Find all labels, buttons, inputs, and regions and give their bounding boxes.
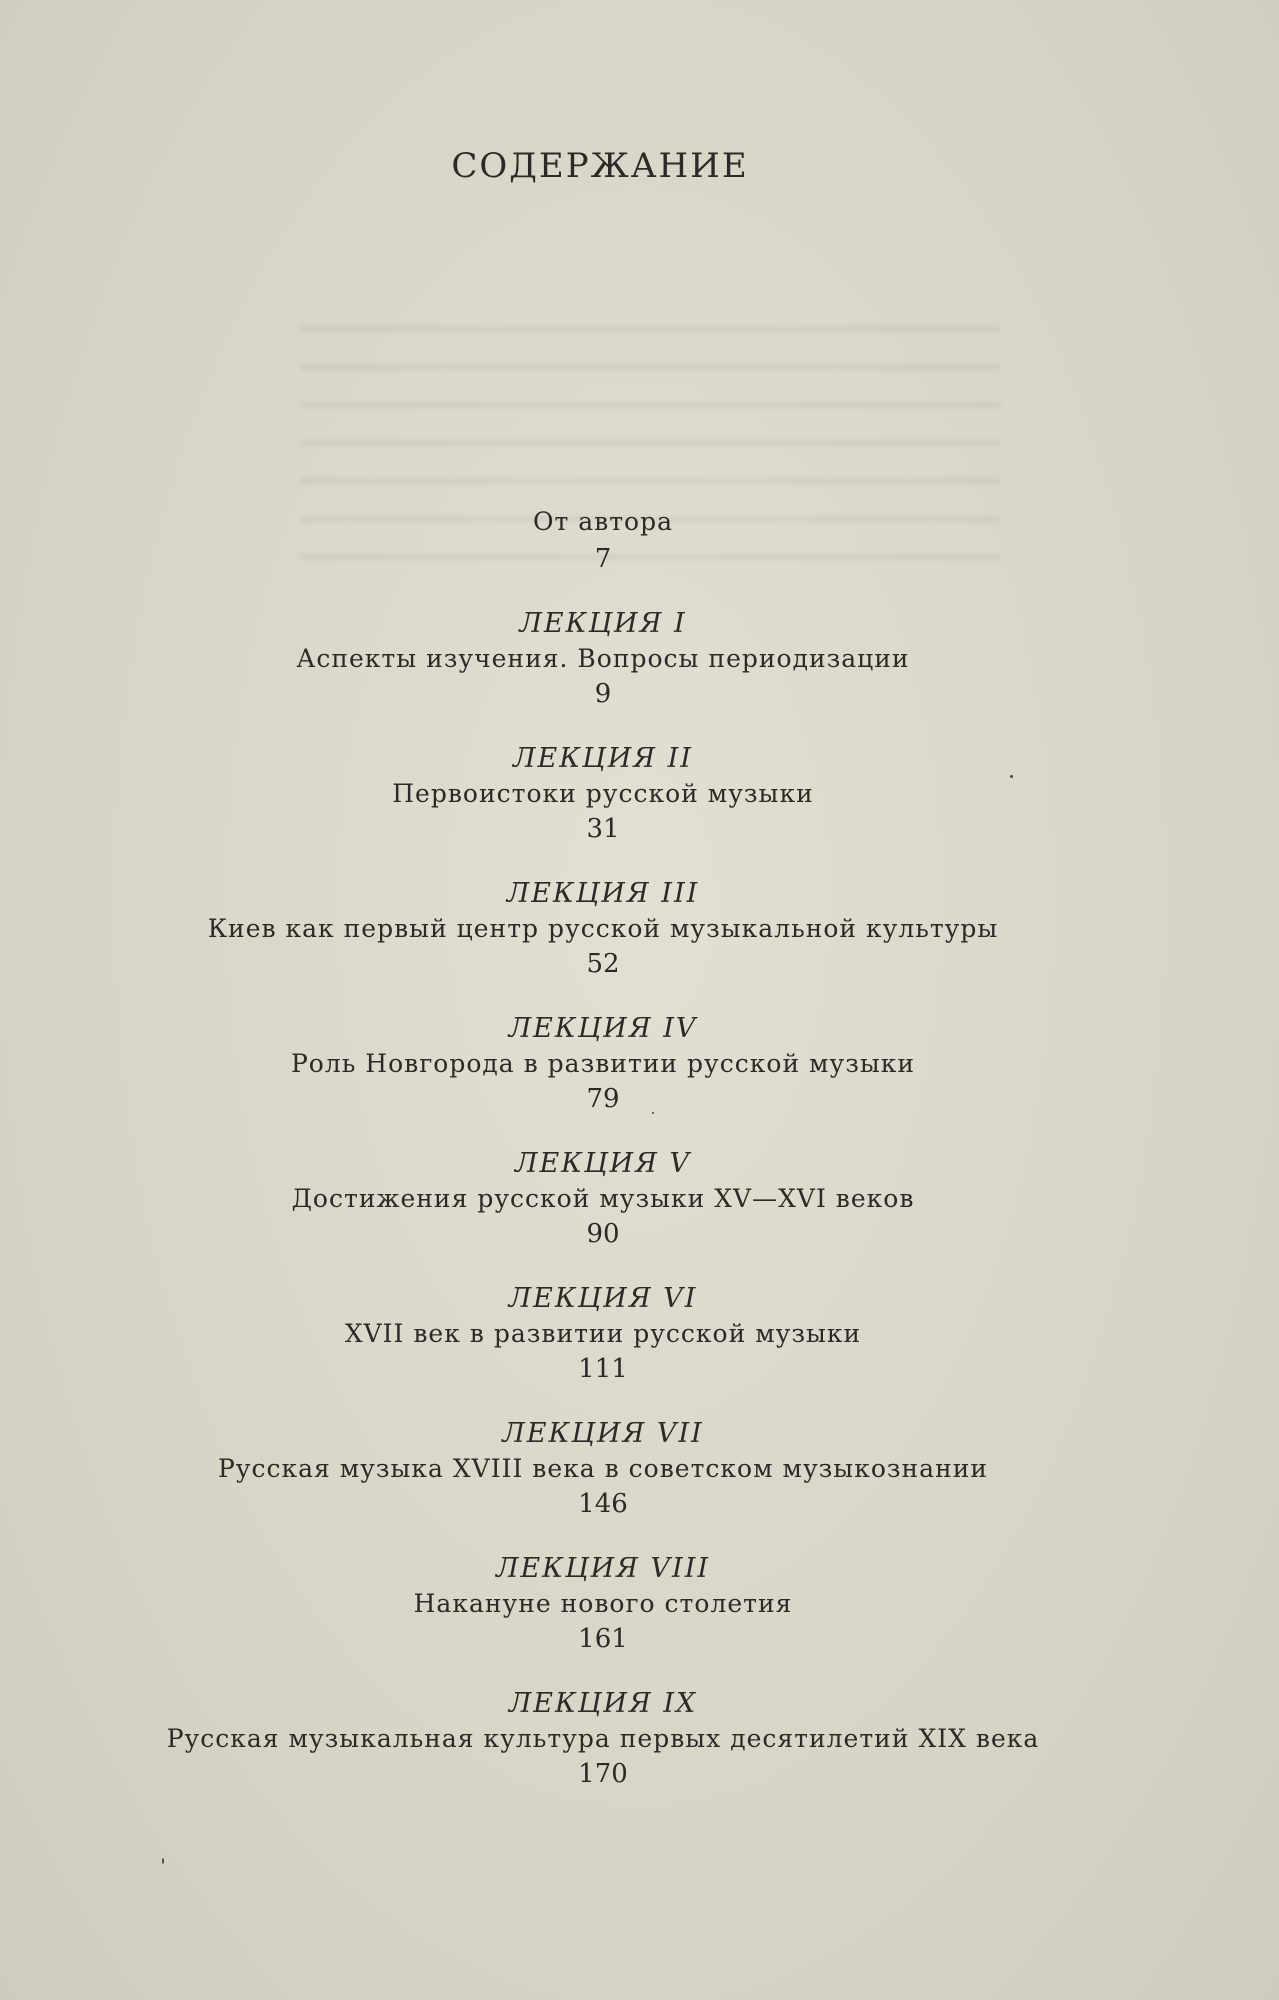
toc-entry-page-number: 161 [578, 1624, 628, 1654]
toc-entry-lecture-8 [0, 1551, 1206, 1657]
toc-entry-page-number: 111 [578, 1354, 628, 1384]
toc-entry-lecture-label: ЛЕКЦИЯ VII [502, 1418, 704, 1449]
toc-entry-lecture-label: ЛЕКЦИЯ VIII [495, 1553, 711, 1584]
toc-entry-subject: Накануне нового столетия [413, 1589, 793, 1618]
toc-entry-lecture-label: ЛЕКЦИЯ IX [508, 1688, 698, 1719]
toc-entry-lecture-9 [0, 1686, 1206, 1792]
toc-entry-lecture-6 [0, 1281, 1206, 1387]
toc-entry-page-number: 79 [586, 1084, 620, 1114]
paper-speck [162, 1858, 164, 1864]
toc-entry-subject: Аспекты изучения. Вопросы периодизации [296, 644, 910, 673]
toc-entry-subject: От автора [532, 507, 674, 536]
toc-entry-lecture-3 [0, 876, 1206, 982]
toc-entry-subject: Русская музыка XVIII века в советском музыкознании [217, 1454, 989, 1483]
toc-entry-lecture-label: ЛЕКЦИЯ V [514, 1148, 692, 1179]
toc-entry-lecture-4 [0, 1011, 1206, 1117]
table-of-contents [0, 505, 1206, 1792]
toc-entry-lecture-7 [0, 1416, 1206, 1522]
toc-entry-lecture-5 [0, 1146, 1206, 1252]
page-title: СОДЕРЖАНИЕ [451, 146, 749, 186]
toc-entry-page-number: 7 [594, 544, 612, 574]
toc-entry-lecture-label: ЛЕКЦИЯ VI [508, 1283, 698, 1314]
toc-entry-lecture-2 [0, 741, 1206, 847]
toc-entry-page-number: 90 [586, 1219, 620, 1249]
toc-entry-subject: Роль Новгорода в развитии русской музыки [290, 1049, 916, 1078]
toc-entry-lecture-label: ЛЕКЦИЯ III [506, 878, 700, 909]
toc-entry-lecture-label: ЛЕКЦИЯ I [519, 608, 687, 639]
toc-entry-lecture-label: ЛЕКЦИЯ IV [508, 1013, 698, 1044]
toc-entry-page-number: 146 [578, 1489, 628, 1519]
toc-entry-page-number: 170 [578, 1759, 628, 1789]
paper-speck [652, 1112, 654, 1114]
toc-entry-subject: Киев как первый центр русской музыкальной культуры [207, 914, 999, 943]
toc-entry-lecture-label: ЛЕКЦИЯ II [513, 743, 693, 774]
toc-entry-page-number: 31 [586, 814, 620, 844]
paper-speck [1010, 775, 1013, 778]
toc-entry-lecture-1 [0, 606, 1206, 712]
toc-entry-subject: Достижения русской музыки XV—XVI веков [291, 1184, 915, 1213]
toc-entry-subject: Первоистоки русской музыки [392, 779, 814, 808]
toc-entry-subject: Русская музыкальная культура первых десятилетий XIX века [166, 1724, 1040, 1753]
toc-entry-subject: XVII век в развитии русской музыки [344, 1319, 862, 1348]
toc-entry-author-note [0, 505, 1206, 577]
toc-entry-page-number: 52 [586, 949, 620, 979]
toc-entry-page-number: 9 [594, 679, 612, 709]
